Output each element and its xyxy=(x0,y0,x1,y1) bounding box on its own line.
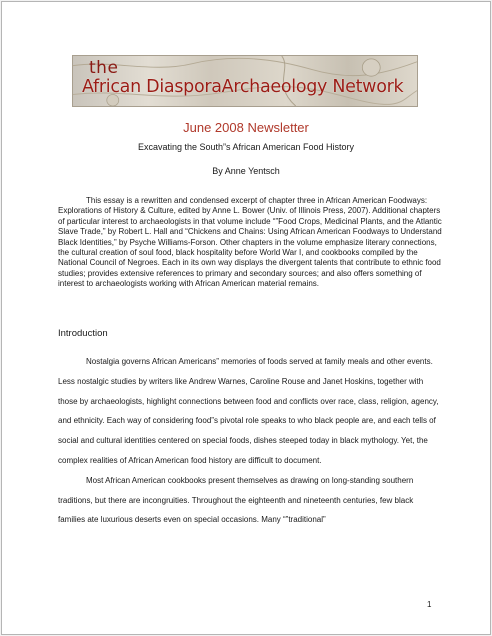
document-page xyxy=(1,1,491,635)
author-byline: By Anne Yentsch xyxy=(212,166,280,176)
page-number: 1 xyxy=(427,600,432,609)
banner-the-text: the xyxy=(89,58,119,78)
article-title: Excavating the South”s African American Food History xyxy=(137,142,355,152)
section-heading-introduction: Introduction xyxy=(58,328,108,339)
body-paragraph: Nostalgia governs African Americans” memories of foods served at family meals and other events. Less nostalgic studies by writers like Andrew Warnes, Caroline Rouse and Janet Hoskins, together with those by archaeologists, highlight connections between food and conflicts over race, class, religion, agency, and ethnicity. Each way of considering food”s pivotal role speaks to who black people are, and each tells of social and cultural identities centered on special foods, dishes steeped today in black mythology. Yet, the complex realities of African American food history are difficult to document. xyxy=(58,357,439,465)
body-text xyxy=(58,352,442,530)
abstract-paragraph: This essay is a rewritten and condensed excerpt of chapter three in African American Foodways: Explorations of History & Culture, edited by Anne L. Bower (Univ. of Illinois Press, 2007). Additional chapters of particular interest to archaeologists in that volume include “”Food Crops, Medicinal Plants, and the Atlantic Slave Trade,” by Robert L. Hall and “Chickens and Chains: Using African American Foodways to Understand Black Identities,” by Psyche Williams-Forson. Other chapters in the volume emphasize literary connections, the cultural creation of soul food, black hospitality before World War I, and cookbooks compiled by the National Council of Negroes. Each in its own way displays the divergent talents that contribute to ethnic food studies; provides extensive references to primary and secondary sources; and also offers something of interest to archaeologists working with African American material remains. xyxy=(58,196,442,289)
newsletter-title: June 2008 Newsletter xyxy=(183,120,309,135)
banner-network-name: African DiasporaArchaeology Network xyxy=(82,77,404,97)
body-paragraph: Most African American cookbooks present themselves as drawing on long-standing southern traditions, but there are incongruities. Throughout the eighteenth and nineteenth centuries, few black families ate luxurious deserts even on special occasions. Many “”traditional” xyxy=(58,475,414,525)
network-banner xyxy=(72,55,418,107)
